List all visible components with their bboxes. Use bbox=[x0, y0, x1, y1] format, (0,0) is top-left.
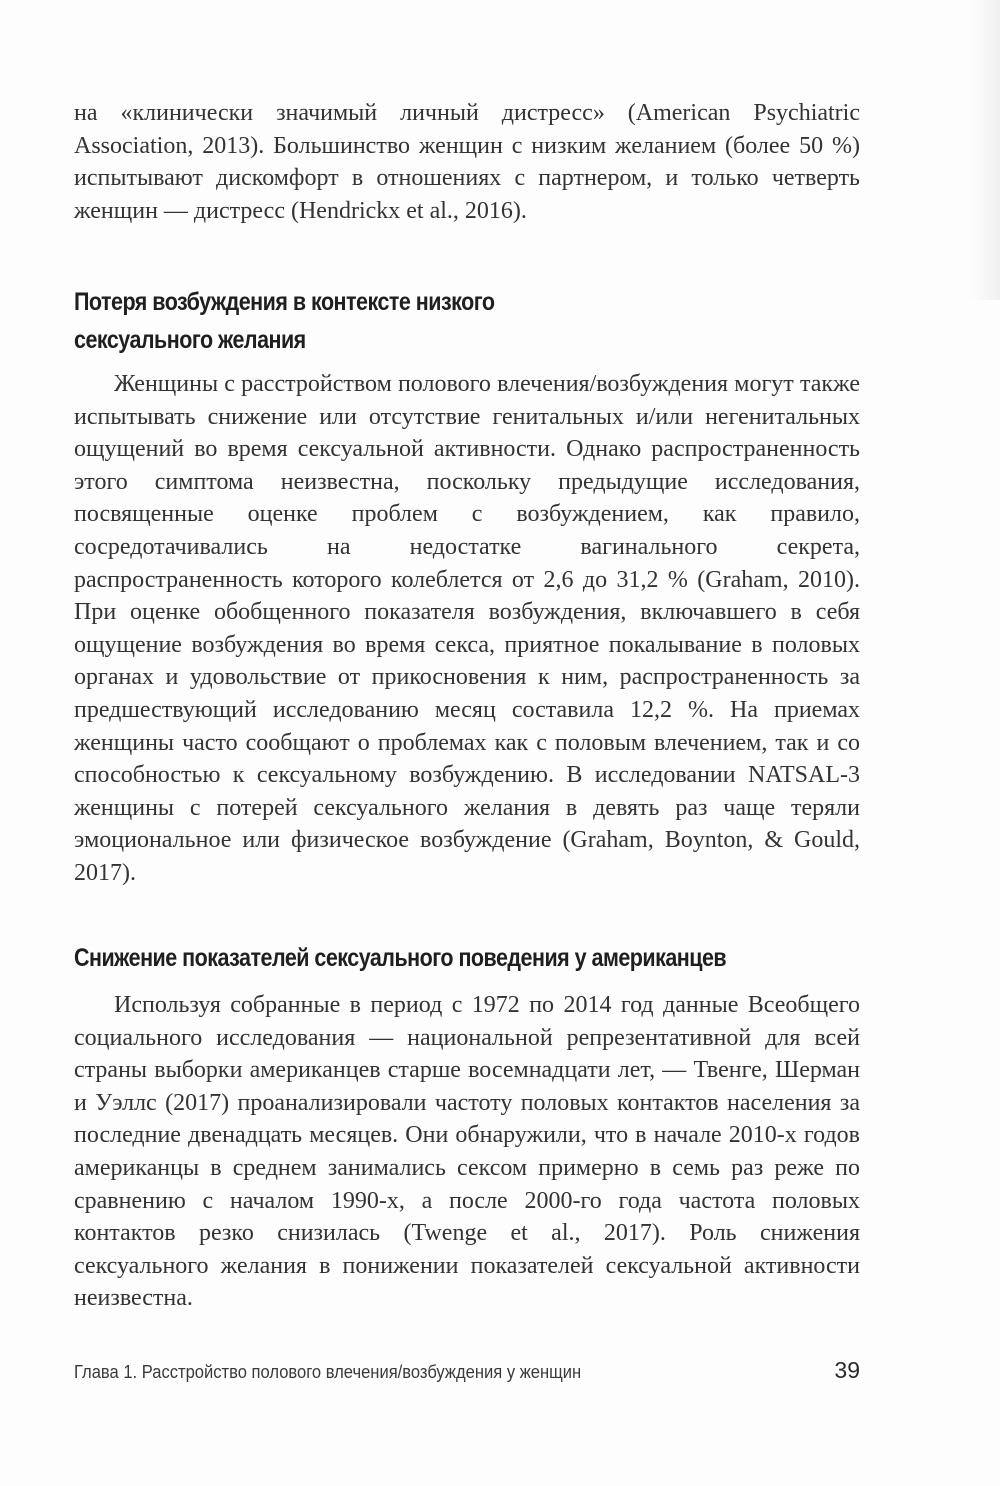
paragraph-continued: на «клинически значимый личный дистресс» (American Psychiatric Association, 2013). Большинство женщин с низким желанием (более 50 %) испытывают дискомфорт в отношениях с партнером, и только четверть женщин — дистресс (Hendrickx et al., 2016). bbox=[74, 100, 860, 224]
paragraph-arousal: Женщины с расстройством полового влечения/возбуждения могут также испытывать снижение или отсутствие генитальных и/или негенитальных ощущений во время сексуальной активности. Однако распространенность этого симптома неизвестна, поскольку предыдущие исследования, посвященные оценке проблем с возбуждением, как правило, сосредотачивались на недостатке вагинального секрета, распространенность которого колеблется от 2,6 до 31,2 % (Graham, 2010). При оценке обобщенного показателя возбуждения, включавшего в себя ощущение возбуждения во время секса, приятное покалывание в половых органах и удовольствие от прикосновения к ним, распространенность за предшествующий исследованию месяц составила 12,2 %. На приемах женщины часто сообщают о проблемах как с половым влечением, так и со способностью к сексуальному возбуждению. В исследовании NATSAL-3 женщины с потерей сексуального желания в девять раз чаще теряли эмоциональное или физическое возбуждение (Graham, Boynton, & Gould, 2017). bbox=[74, 371, 860, 886]
running-footer-chapter: Глава 1. Расстройство полового влечения/возбуждения у женщин bbox=[74, 1362, 582, 1382]
section-heading-sexual-behavior-decline: Снижение показателей сексуального поведения у американцев bbox=[74, 944, 727, 972]
section-heading-arousal-loss bbox=[74, 283, 762, 359]
paragraph-americans: Используя собранные в период с 1972 по 2014 год данные Всеобщего социального исследования — национальной репрезентативной для всей страны выборки американцев старше восемнадцати лет, — Твенге, Шерман и Уэллс (2017) проанализировали частоту половых контактов населения за последние двенадцать месяцев. Они обнаружили, что в начале 2010-х годов американцы в среднем занимались сексом примерно в семь раз реже по сравнению с началом 1990-х, а после 2000-го года частота половых контактов резко снизилась (Twenge et al., 2017). Роль снижения сексуального желания в понижении показателей сексуальной активности неизвестна. bbox=[74, 992, 860, 1312]
page-edge-shadow bbox=[970, 0, 1000, 300]
heading-line-1: Потеря возбуждения в контексте низкого bbox=[74, 288, 495, 316]
page-number: 39 bbox=[834, 1357, 860, 1383]
heading-line-2: сексуального желания bbox=[74, 326, 306, 354]
